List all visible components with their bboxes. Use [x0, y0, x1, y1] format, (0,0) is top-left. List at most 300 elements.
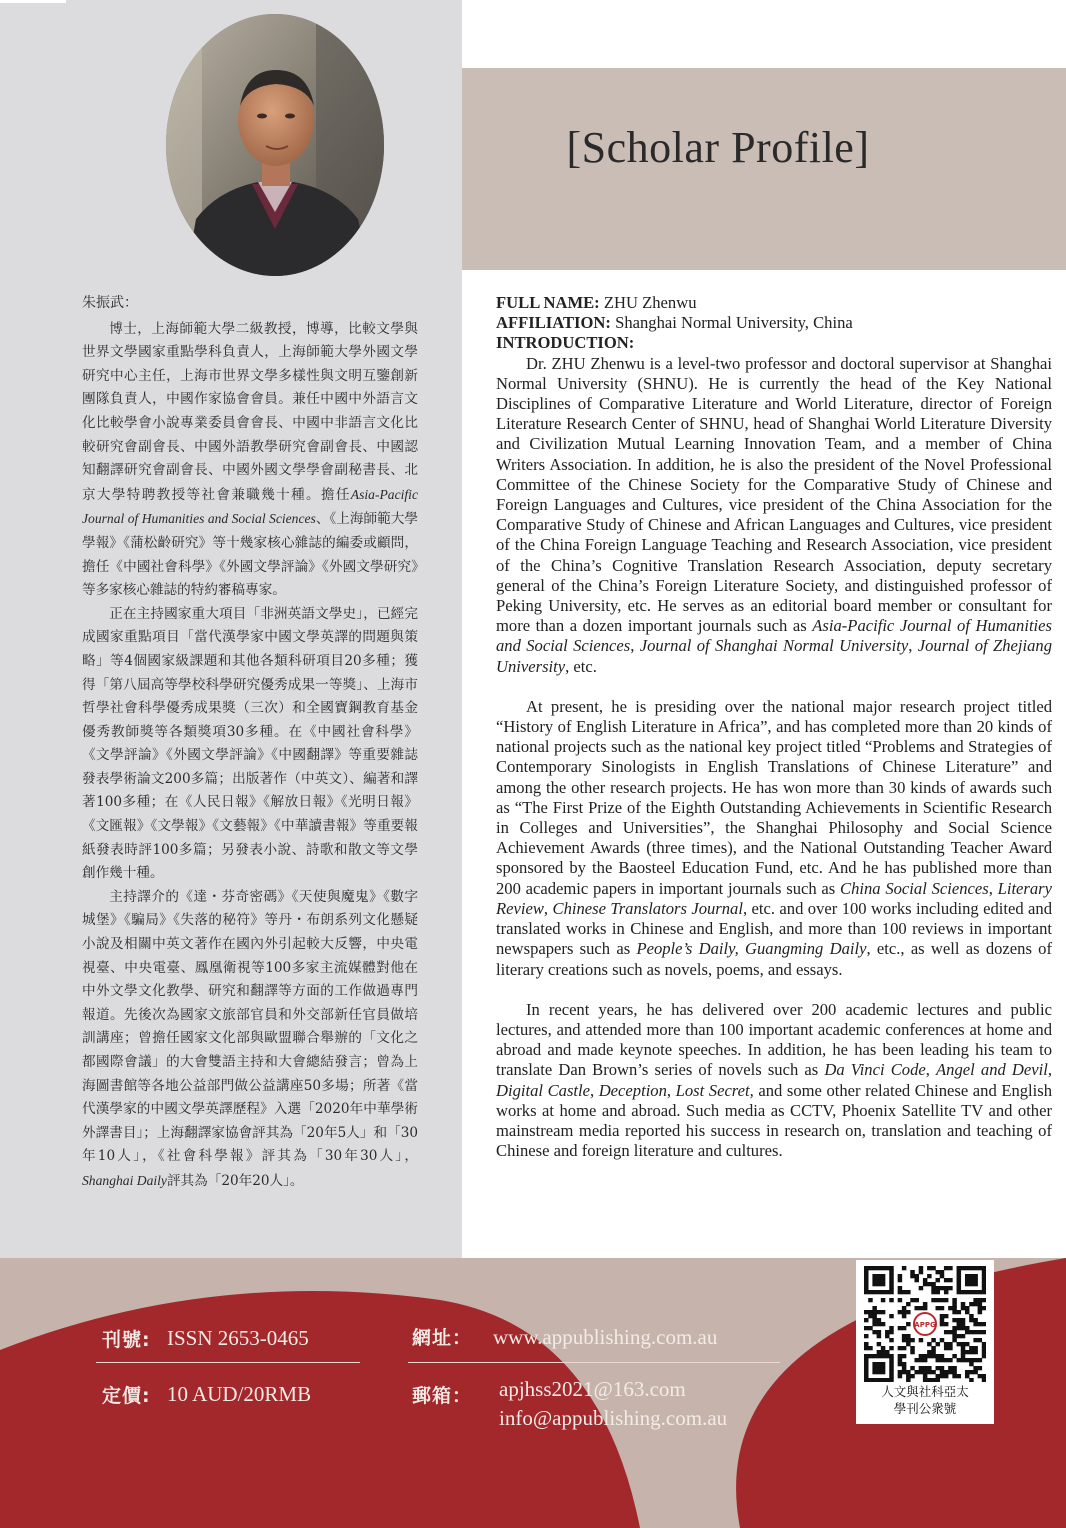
qr-module	[927, 1342, 932, 1346]
qr-module	[982, 1290, 986, 1294]
qr-module	[948, 1278, 953, 1282]
qr-module	[864, 1378, 869, 1382]
qr-module	[936, 1278, 941, 1282]
qr-module	[952, 1326, 957, 1330]
chinese-paragraph-3: 主持譯介的《達・芬奇密碼》《天使與魔鬼》《數字城堡》《騙局》《失落的秘符》等丹・布朗系列文化懸疑小說及相關中英文著作在國內外引起較大反響，中央電視臺、中央電臺、鳳凰衛視等100多家主流媒體對他在中外文學文化教學、研究和翻譯等方面的工作做過專門報道。先後次為國家文旅部官員和外交部新任官員做培訓講座；曾擔任國家文化部與歐盟聯合舉辦的「文化之都國際會議」的大會雙語主持和大會總結發言；曾為上海圖書館等各地公益部門做公益講座50多場；所著《當代漢學家的中國文學英譯歷程》入選「2020年中華學術外譯書目」；上海翻譯家協會評其為「20年5人」和「30年10人」，《社會科學報》評其為「30年30人」，Shanghai Daily評其為「20年20人」。	[82, 888, 418, 1189]
qr-module	[923, 1278, 928, 1282]
issn-value: ISSN 2653-0465	[167, 1326, 309, 1350]
qr-module	[910, 1350, 915, 1354]
chinese-paragraph-2: 正在主持國家重大項目「非洲英語文學史」，已經完成國家重點項目「當代漢學家中國文學英譯的問題與策略」等4個國家級課題和其他各類科研項目20多種；獲得「第八屆高等學校科學研究優秀成果一等獎」、上海市哲學社會科學優秀成果獎（三次）和全國寶鋼教育基金優秀教師獎等各類獎項30多種。在《中國社會科學》《文學評論》《外國文學評論》《中國翻譯》等重要雜誌發表學術論文200多篇；出版著作（中英文）、編著和譯著100多種；在《人民日報》《解放日報》《光明日報》《文匯報》《文學報》《文藝報》《中華讀書報》等重要報紙發表時評100多篇；另發表小說、詩歌和散文等文學創作幾十種。	[82, 605, 418, 882]
qr-module	[973, 1350, 978, 1354]
english-paragraph-2: At present, he is presiding over the national major research project titled “History of English Literature in Africa”, and has completed more than 20 kinds of national projects such as the national key project titled “Problems and Strategies of Contemporary Sinologists in English Translations of Chinese Literature” and among the other research projects. He has won more than 30 kinds of awards such as “The First Prize of the Eighth Outstanding Achievements in Scientific Research in Colleges and Universities”, the Shanghai Philosophy and Social Science Achievement Awards (three times), and the National Outstanding Teacher Award sponsored by the Baosteel Education Fund, etc. And he has published more than 200 academic papers in important journals such as China Social Sciences, Literary Review, Chinese Translators Journal, etc. and over 100 works including edited and translated works in Chinese and English, and more than 100 reviews in important newspapers such as People’s Daily, Guangming Daily, etc., as well as dozens of literary creations such as novels, poems, and essays.	[496, 696, 1053, 979]
qr-module	[957, 1322, 962, 1326]
qr-module	[961, 1302, 966, 1306]
qr-module	[877, 1278, 882, 1282]
qr-module	[881, 1350, 886, 1354]
email-link-2[interactable]: info@appublishing.com.au	[499, 1406, 728, 1430]
qr-module	[864, 1318, 869, 1322]
qr-module	[889, 1338, 894, 1342]
qr-module	[898, 1374, 903, 1378]
qr-module	[969, 1266, 974, 1270]
qr-module	[923, 1282, 928, 1286]
qr-module	[872, 1330, 877, 1334]
email-label: 郵箱：	[412, 1385, 473, 1407]
qr-caption: 人文與社科亞太 學刊公衆號	[881, 1384, 969, 1416]
qr-module	[957, 1358, 962, 1362]
qr-module	[957, 1286, 962, 1290]
qr-module	[923, 1366, 928, 1370]
qr-module	[982, 1306, 986, 1310]
qr-module	[940, 1358, 945, 1362]
qr-module	[919, 1338, 924, 1342]
qr-module	[864, 1370, 869, 1374]
qr-module	[906, 1334, 911, 1338]
qr-module	[927, 1282, 932, 1286]
qr-module	[889, 1274, 894, 1278]
qr-module	[931, 1290, 936, 1294]
qr-module	[961, 1266, 966, 1270]
qr-module	[927, 1370, 932, 1374]
qr-module	[919, 1366, 924, 1370]
qr-module	[961, 1334, 966, 1338]
qr-module	[881, 1290, 886, 1294]
qr-module	[931, 1346, 936, 1350]
qr-module	[872, 1282, 877, 1286]
qr-module	[936, 1270, 941, 1274]
qr-module	[898, 1286, 903, 1290]
qr-module	[940, 1366, 945, 1370]
qr-module	[965, 1266, 970, 1270]
qr-module	[973, 1274, 978, 1278]
qr-module	[978, 1338, 983, 1342]
qr-module	[965, 1374, 970, 1378]
portrait-illustration	[166, 14, 384, 276]
qr-module	[889, 1370, 894, 1374]
qr-module	[961, 1350, 966, 1354]
qr-module	[919, 1358, 924, 1362]
qr-module	[910, 1366, 915, 1370]
qr-module	[965, 1326, 970, 1330]
qr-module	[969, 1274, 974, 1278]
qr-module	[923, 1354, 928, 1358]
qr-module	[889, 1362, 894, 1366]
qr-module	[969, 1350, 974, 1354]
qr-module	[923, 1370, 928, 1374]
website-label: 網址：	[412, 1327, 473, 1349]
qr-module	[881, 1298, 886, 1302]
qr-module	[885, 1378, 890, 1382]
qr-module	[877, 1330, 882, 1334]
qr-module	[889, 1290, 894, 1294]
qr-module	[898, 1358, 903, 1362]
qr-module	[969, 1362, 974, 1366]
qr-module	[881, 1370, 886, 1374]
qr-module	[973, 1366, 978, 1370]
qr-module	[872, 1366, 877, 1370]
qr-module	[919, 1370, 924, 1374]
qr-module	[906, 1370, 911, 1374]
qr-module	[872, 1278, 877, 1282]
qr-module	[944, 1374, 949, 1378]
qr-module	[944, 1298, 949, 1302]
qr-module	[864, 1310, 869, 1314]
qr-module	[969, 1346, 974, 1350]
qr-module	[868, 1298, 873, 1302]
qr-code-card	[856, 1260, 994, 1424]
qr-module	[877, 1310, 882, 1314]
introduction-heading: INTRODUCTION:	[496, 333, 635, 353]
qr-module	[914, 1298, 919, 1302]
qr-module	[965, 1358, 970, 1362]
qr-module	[982, 1274, 986, 1278]
qr-module	[982, 1266, 986, 1270]
page-title: [Scholar Profile]	[566, 123, 870, 172]
qr-module	[936, 1358, 941, 1362]
qr-module	[940, 1322, 945, 1326]
qr-module	[957, 1290, 962, 1294]
qr-module	[957, 1342, 962, 1346]
qr-module	[868, 1314, 873, 1318]
qr-module	[948, 1366, 953, 1370]
qr-module	[885, 1354, 890, 1358]
qr-module	[906, 1342, 911, 1346]
qr-module	[965, 1370, 970, 1374]
qr-module	[982, 1270, 986, 1274]
qr-module	[936, 1298, 941, 1302]
qr-module	[889, 1278, 894, 1282]
qr-module	[877, 1322, 882, 1326]
qr-module	[868, 1310, 873, 1314]
qr-module	[906, 1374, 911, 1378]
qr-module	[931, 1378, 936, 1382]
qr-module	[898, 1354, 903, 1358]
qr-module	[957, 1318, 962, 1322]
qr-module	[889, 1298, 894, 1302]
qr-module	[944, 1342, 949, 1346]
qr-module	[957, 1326, 962, 1330]
qr-module	[872, 1362, 877, 1366]
qr-module	[889, 1326, 894, 1330]
qr-module	[940, 1354, 945, 1358]
qr-module	[969, 1370, 974, 1374]
qr-module	[965, 1306, 970, 1310]
qr-module	[982, 1330, 986, 1334]
qr-module	[919, 1266, 924, 1270]
qr-module	[914, 1274, 919, 1278]
qr-module	[885, 1334, 890, 1338]
qr-module	[957, 1274, 962, 1278]
qr-module	[948, 1346, 953, 1350]
qr-module	[952, 1310, 957, 1314]
qr-module	[872, 1354, 877, 1358]
qr-module	[872, 1378, 877, 1382]
qr-module	[940, 1338, 945, 1342]
qr-module	[982, 1298, 986, 1302]
qr-module	[864, 1282, 869, 1286]
qr-module	[864, 1286, 869, 1290]
qr-module	[881, 1278, 886, 1282]
qr-module	[961, 1326, 966, 1330]
qr-module	[952, 1366, 957, 1370]
qr-module	[864, 1326, 869, 1330]
qr-module	[973, 1358, 978, 1362]
qr-module	[902, 1354, 907, 1358]
qr-module	[969, 1318, 974, 1322]
qr-module	[914, 1370, 919, 1374]
qr-module	[889, 1330, 894, 1334]
qr-module	[910, 1374, 915, 1378]
qr-module	[944, 1286, 949, 1290]
qr-module	[982, 1286, 986, 1290]
qr-module	[864, 1362, 869, 1366]
qr-module	[965, 1350, 970, 1354]
qr-module	[982, 1342, 986, 1346]
qr-module	[864, 1342, 869, 1346]
qr-module	[973, 1370, 978, 1374]
qr-module	[944, 1266, 949, 1270]
qr-module	[961, 1342, 966, 1346]
qr-module	[906, 1378, 911, 1382]
qr-module	[957, 1374, 962, 1378]
qr-module	[906, 1310, 911, 1314]
qr-module	[902, 1310, 907, 1314]
qr-module	[936, 1306, 941, 1310]
qr-module	[868, 1354, 873, 1358]
qr-module	[936, 1354, 941, 1358]
qr-module	[978, 1266, 983, 1270]
qr-module	[877, 1274, 882, 1278]
qr-module	[881, 1362, 886, 1366]
qr-module	[889, 1314, 894, 1318]
qr-module	[973, 1322, 978, 1326]
email-link-1[interactable]: apjhss2021@163.com	[499, 1377, 686, 1401]
qr-module	[978, 1374, 983, 1378]
qr-module	[864, 1374, 869, 1378]
qr-module	[877, 1366, 882, 1370]
qr-module	[957, 1310, 962, 1314]
qr-module	[978, 1306, 983, 1310]
qr-module	[877, 1342, 882, 1346]
qr-module	[872, 1370, 877, 1374]
qr-module	[969, 1330, 974, 1334]
qr-module	[877, 1350, 882, 1354]
qr-module	[910, 1274, 915, 1278]
price-value: 10 AUD/20RMB	[167, 1382, 312, 1406]
qr-module	[936, 1342, 941, 1346]
price-label: 定價:	[102, 1385, 151, 1407]
qr-module	[872, 1322, 877, 1326]
qr-module	[940, 1286, 945, 1290]
qr-module	[931, 1350, 936, 1354]
qr-module	[902, 1306, 907, 1310]
qr-module	[944, 1278, 949, 1282]
qr-module	[910, 1346, 915, 1350]
qr-module	[898, 1290, 903, 1294]
qr-module	[944, 1322, 949, 1326]
qr-module	[936, 1290, 941, 1294]
qr-module	[877, 1266, 882, 1270]
qr-module	[877, 1370, 882, 1374]
qr-module	[944, 1330, 949, 1334]
qr-module	[906, 1290, 911, 1294]
qr-module	[936, 1366, 941, 1370]
qr-module	[872, 1310, 877, 1314]
qr-module	[978, 1298, 983, 1302]
qr-module	[936, 1286, 941, 1290]
qr-module	[931, 1282, 936, 1286]
qr-module	[898, 1346, 903, 1350]
qr-module	[936, 1374, 941, 1378]
qr-module	[940, 1306, 945, 1310]
qr-module	[927, 1350, 932, 1354]
qr-module	[910, 1298, 915, 1302]
qr-module	[973, 1330, 978, 1334]
qr-module	[889, 1378, 894, 1382]
qr-module	[906, 1302, 911, 1306]
qr-module	[902, 1326, 907, 1330]
qr-module	[927, 1354, 932, 1358]
qr-module	[881, 1310, 886, 1314]
qr-module	[881, 1378, 886, 1382]
website-link[interactable]: www.appublishing.com.au	[493, 1325, 718, 1349]
qr-module	[965, 1310, 970, 1314]
qr-module	[877, 1282, 882, 1286]
qr-module	[973, 1298, 978, 1302]
qr-module	[923, 1358, 928, 1362]
qr-module	[902, 1266, 907, 1270]
qr-module	[969, 1282, 974, 1286]
qr-module	[864, 1358, 869, 1362]
qr-module	[973, 1278, 978, 1282]
qr-module	[881, 1322, 886, 1326]
qr-module	[877, 1318, 882, 1322]
qr-module	[864, 1290, 869, 1294]
qr-module	[973, 1346, 978, 1350]
qr-module	[961, 1346, 966, 1350]
qr-module	[982, 1322, 986, 1326]
qr-module	[944, 1370, 949, 1374]
qr-module	[864, 1354, 869, 1358]
qr-module	[872, 1314, 877, 1318]
qr-module	[864, 1366, 869, 1370]
qr-module	[914, 1358, 919, 1362]
qr-module	[965, 1274, 970, 1278]
qr-module	[940, 1270, 945, 1274]
qr-module	[952, 1370, 957, 1374]
qr-module	[919, 1354, 924, 1358]
qr-module	[978, 1330, 983, 1334]
qr-module	[902, 1366, 907, 1370]
qr-module	[952, 1338, 957, 1342]
qr-module	[885, 1266, 890, 1270]
qr-module	[902, 1346, 907, 1350]
qr-module	[889, 1374, 894, 1378]
qr-module	[885, 1290, 890, 1294]
qr-module	[881, 1266, 886, 1270]
qr-module	[927, 1366, 932, 1370]
qr-module	[978, 1358, 983, 1362]
qr-module	[872, 1306, 877, 1310]
qr-module	[940, 1374, 945, 1378]
qr-module	[957, 1334, 962, 1338]
qr-module	[872, 1274, 877, 1278]
qr-module	[872, 1290, 877, 1294]
qr-module	[969, 1302, 974, 1306]
qr-code-icon	[864, 1266, 986, 1382]
qr-module	[931, 1338, 936, 1342]
qr-module	[864, 1270, 869, 1274]
qr-module	[978, 1290, 983, 1294]
qr-module	[868, 1326, 873, 1330]
qr-module	[923, 1378, 928, 1382]
qr-module	[961, 1290, 966, 1294]
chinese-biography	[82, 292, 418, 1194]
qr-module	[948, 1330, 953, 1334]
qr-module	[919, 1306, 924, 1310]
qr-module	[906, 1338, 911, 1342]
qr-module	[952, 1298, 957, 1302]
qr-module	[944, 1358, 949, 1362]
qr-module	[910, 1338, 915, 1342]
qr-module	[965, 1342, 970, 1346]
chinese-paragraph-1: 博士，上海師範大學二級教授，博導，比較文學與世界文學國家重點學科負責人，上海師範大學外國文學研究中心主任，上海市世界文學多樣性與文明互鑒創新團隊負責人，中國作家協會會員。兼任中國中外語言文化比較學會小說專業委員會會長、中國中非語言文化比較研究會副會長、中國外語教學研究會副會長、中國認知翻譯研究會副會長、中國外國文學學會副秘書長、北京大學特聘教授等社會兼職幾十種。擔任Asia-Pacific Journal of Humanities and Social Sciences、《上海師範大學學報》《蒲松齡研究》等十幾家核心雜誌的編委或顧問，擔任《中國社會科學》《外國文學評論》《外國文學研究》等多家核心雜誌的特約審稿專家。	[82, 320, 418, 599]
qr-module	[961, 1318, 966, 1322]
qr-module	[931, 1370, 936, 1374]
qr-module	[952, 1330, 957, 1334]
qr-module	[889, 1286, 894, 1290]
qr-module	[919, 1270, 924, 1274]
qr-module	[965, 1330, 970, 1334]
qr-module	[914, 1278, 919, 1282]
qr-module	[973, 1282, 978, 1286]
english-paragraph-3: In recent years, he has delivered over 200 academic lectures and public lectures, and attended more than 100 important academic conferences at home and abroad and made keynote speeches. In addition, he has been leading his team to translate Dan Brown’s series of novels such as Da Vinci Code, Angel and Devil, Digital Castle, Deception, Lost Secret, and some other related Chinese and English works at home and abroad. Such media as CCTV, Phoenix Satellite TV and other mainstream media reported his success in research on, translation and teaching of Chinese and foreign literature and cultures.	[496, 999, 1053, 1161]
qr-module	[872, 1318, 877, 1322]
qr-module	[877, 1290, 882, 1294]
qr-module	[982, 1378, 986, 1382]
qr-module	[944, 1314, 949, 1318]
qr-module	[961, 1322, 966, 1326]
qr-module	[982, 1346, 986, 1350]
qr-module	[868, 1290, 873, 1294]
qr-module	[948, 1306, 953, 1310]
qr-module	[931, 1286, 936, 1290]
qr-module	[957, 1266, 962, 1270]
qr-module	[898, 1362, 903, 1366]
qr-module	[877, 1362, 882, 1366]
qr-module	[952, 1302, 957, 1306]
qr-module	[961, 1306, 966, 1310]
qr-module	[898, 1278, 903, 1282]
qr-module	[902, 1362, 907, 1366]
english-biography	[496, 293, 1052, 1161]
qr-module	[944, 1346, 949, 1350]
qr-module	[982, 1282, 986, 1286]
qr-module	[948, 1286, 953, 1290]
qr-module	[877, 1334, 882, 1338]
qr-module	[923, 1374, 928, 1378]
full-name-row: FULL NAME: ZHU Zhenwu	[496, 293, 697, 312]
qr-module	[961, 1354, 966, 1358]
qr-module	[957, 1278, 962, 1282]
chinese-name-heading: 朱振武：	[82, 295, 138, 311]
qr-module	[864, 1266, 869, 1270]
qr-module	[940, 1318, 945, 1322]
qr-module	[923, 1306, 928, 1310]
qr-module	[940, 1298, 945, 1302]
qr-module	[914, 1306, 919, 1310]
qr-module	[902, 1370, 907, 1374]
qr-module	[864, 1274, 869, 1278]
